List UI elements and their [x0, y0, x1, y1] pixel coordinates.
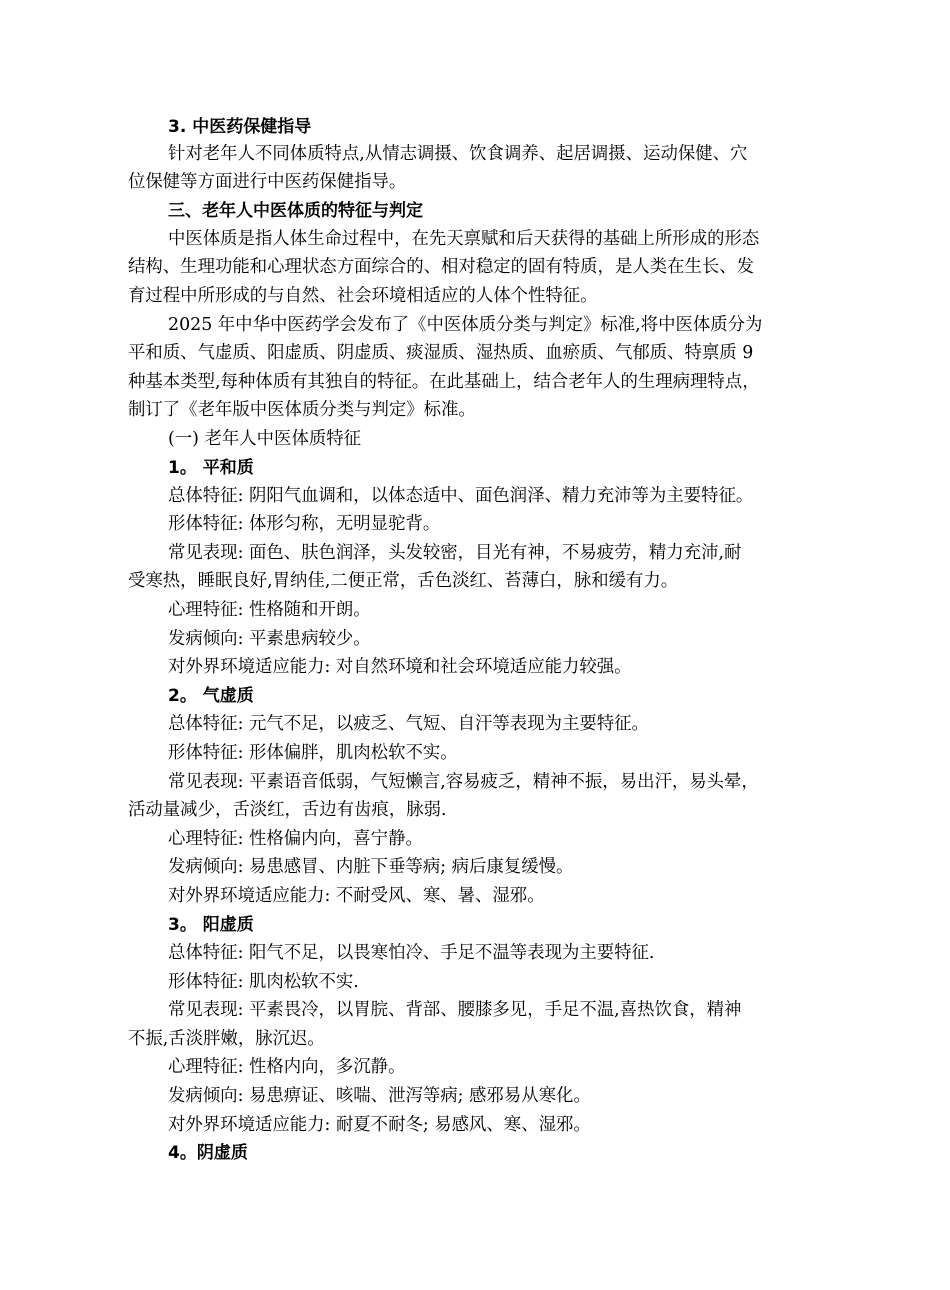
- subsection-heading: (一) 老年人中医体质特征: [168, 429, 362, 449]
- item-heading-pinghe: 1。 平和质: [168, 458, 254, 478]
- section-heading-three: 三、老年人中医体质的特征与判定: [168, 201, 423, 221]
- paragraph-line: 心理特征: 性格偏内向，喜宁静。: [168, 829, 423, 849]
- paragraph-line: 总体特征: 元气不足，以疲乏、气短、自汗等表现为主要特征。: [168, 714, 649, 734]
- paragraph-line: 对外界环境适应能力: 不耐受风、寒、暑、湿邪。: [168, 886, 545, 906]
- paragraph-line: 发病倾向: 平素患病较少。: [168, 629, 371, 649]
- paragraph-line: 受寒热，睡眠良好,胃纳佳,二便正常，舌色淡红、苔薄白，脉和缓有力。: [128, 571, 679, 591]
- paragraph-line: 位保健等方面进行中医药保健指导。: [128, 172, 407, 192]
- paragraph-line: 心理特征: 性格随和开朗。: [168, 600, 371, 620]
- item-heading-qixu: 2。 气虚质: [168, 686, 254, 706]
- paragraph-line: 发病倾向: 易患感冒、内脏下垂等病; 病后康复缓慢。: [168, 857, 574, 877]
- paragraph-line: 对外界环境适应能力: 耐夏不耐冬; 易感风、寒、湿邪。: [168, 1115, 591, 1135]
- item-heading-yangxu: 3。 阳虚质: [168, 915, 254, 935]
- paragraph-line: 种基本类型,每种体质有其独自的特征。在此基础上，结合老年人的生理病理特点，: [128, 372, 760, 392]
- paragraph-line: 2025 年中华中医药学会发布了《中医体质分类与判定》标准,将中医体质分为: [168, 315, 763, 335]
- paragraph-line: 不振,舌淡胖嫩，脉沉迟。: [128, 1029, 325, 1049]
- paragraph-line: 常见表现: 平素语音低弱，气短懒言,容易疲乏，精神不振，易出汗，易头晕，: [168, 772, 759, 792]
- paragraph-line: 育过程中所形成的与自然、社会环境相适应的人体个性特征。: [128, 286, 598, 306]
- paragraph-line: 发病倾向: 易患痹证、咳喘、泄泻等病; 感邪易从寒化。: [168, 1086, 591, 1106]
- paragraph-line: 中医体质是指人体生命过程中，在先天禀赋和后天获得的基础上所形成的形态: [168, 229, 760, 249]
- paragraph-line: 常见表现: 平素畏冷，以胃脘、背部、腰膝多见，手足不温,喜热饮食，精神: [168, 1000, 742, 1020]
- item-heading-yinxu: 4。阴虚质: [168, 1143, 248, 1163]
- paragraph-line: 活动量减少，舌淡红，舌边有齿痕，脉弱.: [128, 800, 447, 820]
- paragraph-line: 总体特征: 阴阳气血调和，以体态适中、面色润泽、精力充沛等为主要特征。: [168, 486, 754, 506]
- paragraph-line: 制订了《老年版中医体质分类与判定》标准。: [128, 400, 476, 420]
- paragraph-line: 形体特征: 体形匀称，无明显驼背。: [168, 514, 441, 534]
- paragraph-line: 心理特征: 性格内向，多沉静。: [168, 1057, 406, 1077]
- paragraph-line: 针对老年人不同体质特点,从情志调摄、饮食调养、起居调摄、运动保健、穴: [168, 144, 748, 164]
- paragraph-line: 形体特征: 形体偏胖，肌肉松软不实。: [168, 743, 458, 763]
- paragraph-line: 结构、生理功能和心理状态方面综合的、相对稳定的固有特质，是人类在生长、发: [128, 257, 755, 277]
- paragraph-line: 平和质、气虚质、阳虚质、阴虚质、痰湿质、湿热质、血瘀质、气郁质、特禀质 9: [128, 343, 754, 363]
- paragraph-line: 总体特征: 阳气不足，以畏寒怕冷、手足不温等表现为主要特征.: [168, 943, 655, 963]
- paragraph-line: 常见表现: 面色、肤色润泽，头发较密，目光有神，不易疲劳，精力充沛,耐: [168, 543, 742, 563]
- paragraph-line: 对外界环境适应能力: 对自然环境和社会环境适应能力较强。: [168, 657, 632, 677]
- paragraph-line: 形体特征: 肌肉松软不实.: [168, 972, 359, 992]
- section-heading-3: 3. 中医药保健指导: [168, 117, 312, 137]
